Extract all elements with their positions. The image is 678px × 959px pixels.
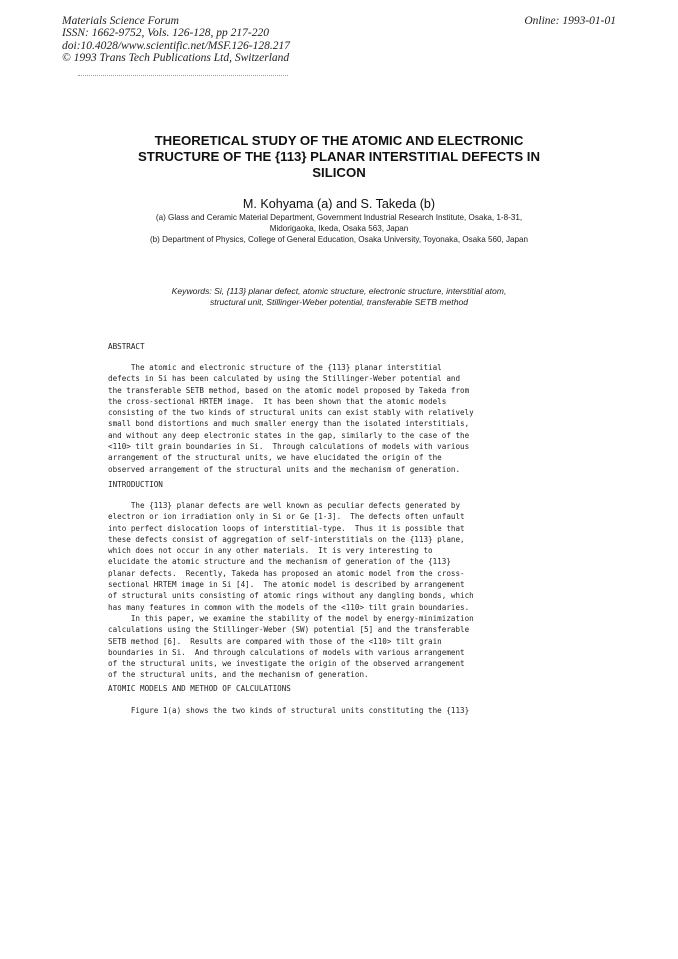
faint-copyright-strip [78, 75, 288, 79]
text-line: The {113} planar defects are well known as peculiar defects generated by [108, 501, 461, 510]
abstract-heading: ABSTRACT [108, 342, 145, 351]
affiliation-line: Midorigaoka, Ikeda, Osaka 563, Japan [269, 223, 409, 233]
text-line: of the structural units, we investigate the origin of the observed arrangement [108, 659, 465, 669]
keywords-line: structural unit, Stillinger-Weber potential, transferable SETB method [209, 297, 469, 308]
text-line: SETB method [6]. Results are compared with those of the <110> tilt grain [108, 636, 442, 646]
text-line: observed arrangement of the structural units and the mechanism of generation. [108, 464, 461, 474]
journal-issn: ISSN: 1662-9752, Vols. 126-128, pp 217-220 [62, 27, 269, 40]
text-line: The atomic and electronic structure of the {113} planar interstitial [108, 363, 442, 372]
text-line: Figure 1(a) shows the two kinds of structural units constituting the {113} [108, 706, 470, 715]
affiliation-line: (a) Glass and Ceramic Material Department, Government Industrial Research Institute, Osaka, 1-8-31, [155, 213, 523, 222]
keywords-line: Keywords: Si, {113} planar defect, atomic structure, electronic structure, interstitial atom, [171, 286, 507, 296]
journal-name: Materials Science Forum [62, 15, 179, 27]
introduction-body [108, 500, 588, 681]
text-line: the transferable SETB method, based on the atomic model proposed by Takeda from [108, 385, 470, 395]
text-line: of the structural units, and the mechanism of generation. [108, 670, 369, 680]
affiliation-b: (b) Department of Physics, College of General Education, Osaka University, Toyonaka, Osaka 560, Japan [149, 235, 529, 244]
keywords [100, 286, 578, 309]
text-line: has many features in common with the models of the <110> tilt grain boundaries. [108, 602, 470, 612]
journal-doi: doi:10.4028/www.scientific.net/MSF.126-128.217 [62, 39, 290, 52]
text-line: into perfect dislocation loops of interstitial-type. Thus it is possible that [108, 523, 465, 533]
online-date: Online: 1993-01-01 [524, 15, 616, 27]
text-line: which does not occur in any other materials. It is very interesting to [108, 546, 433, 556]
text-line: elucidate the atomic structure and the mechanism of generation of the {113} [108, 557, 451, 567]
title-line: SILICON [312, 165, 366, 181]
text-line: these defects consist of aggregation of self-interstitials on the {113} plane, [108, 534, 465, 544]
title-line: STRUCTURE OF THE {113} PLANAR INTERSTITIAL DEFECTS IN [137, 149, 540, 165]
paper-title [100, 133, 578, 182]
text-line: boundaries in Si. And through calculations of models with various arrangement [108, 647, 465, 657]
atomic-models-body [108, 705, 588, 716]
text-line: the cross-sectional HRTEM image. It has been shown that the atomic models [108, 396, 447, 406]
paper-authors: M. Kohyama (a) and S. Takeda (b) [242, 197, 436, 211]
text-line: calculations using the Stillinger-Weber (SW) potential [5] and the transferable [108, 625, 470, 635]
atomic-models-heading: ATOMIC MODELS AND METHOD OF CALCULATIONS [108, 684, 291, 693]
text-line: consisting of the two kinds of structural units can exist stably with relatively [108, 408, 474, 418]
text-line: <110> tilt grain boundaries in Si. Through calculations of models with various [108, 442, 470, 452]
text-line: planar defects. Recently, Takeda has proposed an atomic model from the cross- [108, 568, 465, 578]
journal-header [62, 15, 290, 65]
text-line: arrangement of the structural units, we have elucidated the origin of the [108, 453, 442, 463]
text-line: of structural units consisting of atomic rings without any dangling bonds, which [108, 591, 474, 601]
affiliation-a [100, 213, 578, 234]
text-line: In this paper, we examine the stability of the model by energy-minimization [108, 613, 474, 623]
abstract-body [108, 362, 588, 475]
text-line: sectional HRTEM image in Si [4]. The atomic model is described by arrangement [108, 580, 465, 590]
text-line: small bond distortions and much smaller energy than the isolated interstitials, [108, 419, 470, 429]
title-line: THEORETICAL STUDY OF THE ATOMIC AND ELECTRONIC [154, 133, 524, 148]
text-line: and without any deep electronic states in the gap, similarly to the case of the [108, 430, 470, 440]
text-line: electron or ion irradiation only in Si or Ge [1-3]. The defects often unfault [108, 512, 465, 522]
journal-copyright: © 1993 Trans Tech Publications Ltd, Switzerland [62, 52, 290, 65]
introduction-heading: INTRODUCTION [108, 480, 163, 489]
text-line: defects in Si has been calculated by using the Stillinger-Weber potential and [108, 374, 461, 384]
